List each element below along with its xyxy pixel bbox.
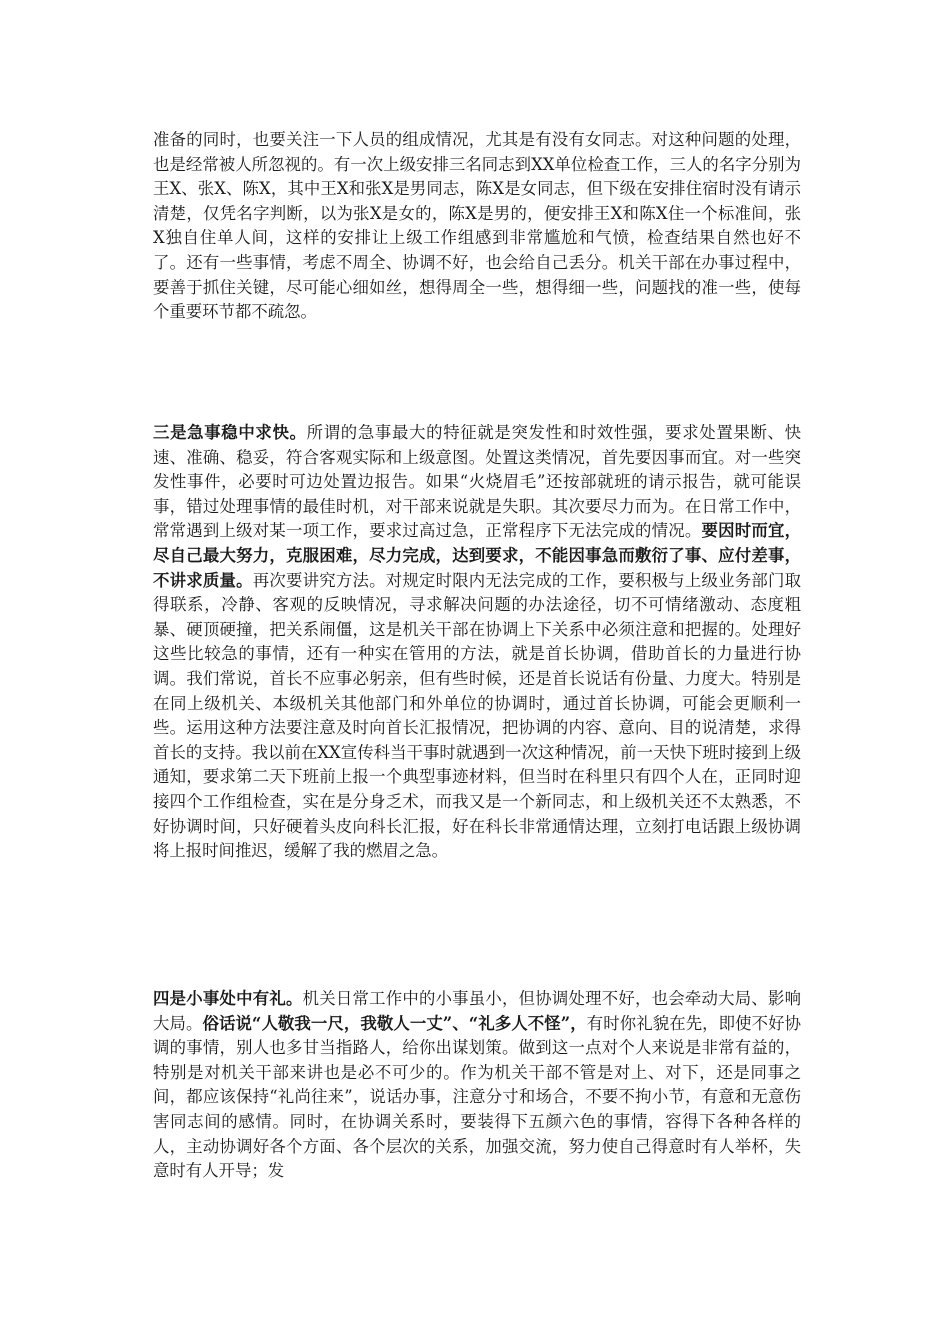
emphasis-proverb: 俗话说“人敬我一尺，我敬人一丈”、“礼多人不怪”， <box>202 1013 587 1033</box>
paragraph-urgent-matters <box>153 421 801 864</box>
paragraph-heading-urgent: 三是急事稳中求快。 <box>153 423 307 442</box>
paragraph-accommodation-example <box>153 128 801 325</box>
paragraph-small-matters <box>153 987 801 1184</box>
paragraph-text: 机关日常工作中的小事虽小，但协调处理不好，也会牵动大局、影响大局。 <box>153 989 802 1033</box>
paragraph-text: 所谓的急事最大的特征就是突发性和时效性强，要求处置果断、快速、准确、稳妥，符合客观实际和上级意图。处置这类情况，首先要因事而宜。对一些突发性事件，必要时可边处置边报告。如果“火烧眉毛”还按部就班的请示报告，就可能误事，错过处理事情的最佳时机，对干部来说就是失职。其次要尽力而为。在日常工作中，常常遇到上级对某一项工作，要求过高过急，正常程序下无法完成的情况。 <box>153 423 802 541</box>
paragraph-text: 再次要讲究方法。对规定时限内无法完成的工作，要积极与上级业务部门取得联系，冷静、客观的反映情况，寻求解决问题的办法途径，切不可情绪激动、态度粗暴、硬顶硬撞，把关系闹僵，这是机关干部在协调上下关系中必须注意和把握的。处理好这些比较急的事情，还有一种实在管用的方法，就是首长协调，借助首长的力量进行协调。我们常说，首长不应事必躬亲，但有些时候，还是首长说话有份量、力度大。特别是在同上级机关、本级机关其他部门和外单位的协调时，通过首长协调，可能会更顺利一些。运用这种方法要注意及时向首长汇报情况，把协调的内容、意向、目的说清楚，求得首长的支持。我以前在XX宣传科当干事时就遇到一次这种情况，前一天快下班时接到上级通知，要求第二天下班前上报一个典型事迹材料，但当时在科里只有四个人在，正同时迎接四个工作组检查，实在是分身乏术，而我又是一个新同志，和上级机关还不太熟悉，不好协调时间，只好硬着头皮向科长汇报，好在科长非常通情达理，立刻打电话跟上级协调将上报时间推迟，缓解了我的燃眉之急。 <box>153 570 802 861</box>
paragraph-text: 准备的同时，也要关注一下人员的组成情况，尤其是有没有女同志。对这种问题的处理，也是经常被人所忽视的。有一次上级安排三名同志到XX单位检查工作，三人的名字分别为王X、张X、陈X，其中王X和张X是男同志，陈X是女同志，但下级在安排住宿时没有请示清楚，仅凭名字判断，以为张X是女的，陈X是男的，便安排王X和陈X住一个标准间，张X独自住单人间，这样的安排让上级工作组感到非常尴尬和气愤，检查结果自然也好不了。还有一些事情，考虑不周全、协调不好，也会给自己丢分。机关干部在办事过程中，要善于抓住关键，尽可能心细如丝，想得周全一些，想得细一些，问题找的准一些，使每个重要环节都不疏忽。 <box>153 130 801 322</box>
paragraph-text: 有时你礼貌在先，即使不好协调的事情，别人也多甘当指路人，给你出谋划策。做到这一点对个人来说是非常有益的，特别是对机关干部来讲也是必不可少的。作为机关干部不管是对上、对下，还是同事之间，都应该保持“礼尚往来”，说话办事，注意分寸和场合，不要不拘小节，有意和无意伤害同志间的感情。同时，在协调关系时，要装得下五颜六色的事情，容得下各种各样的人，主动协调好各个方面、各个层次的关系，加强交流，努力使自己得意时有人举杯，失意时有人开导；发 <box>153 1013 802 1181</box>
emphasis-text: 要因时而宜，尽自己最大努力，克服困难，尽力完成，达到要求，不能因事急而敷衍了事、应付差事，不讲求质量。 <box>153 521 802 590</box>
paragraph-heading-small: 四是小事处中有礼。 <box>153 989 303 1008</box>
